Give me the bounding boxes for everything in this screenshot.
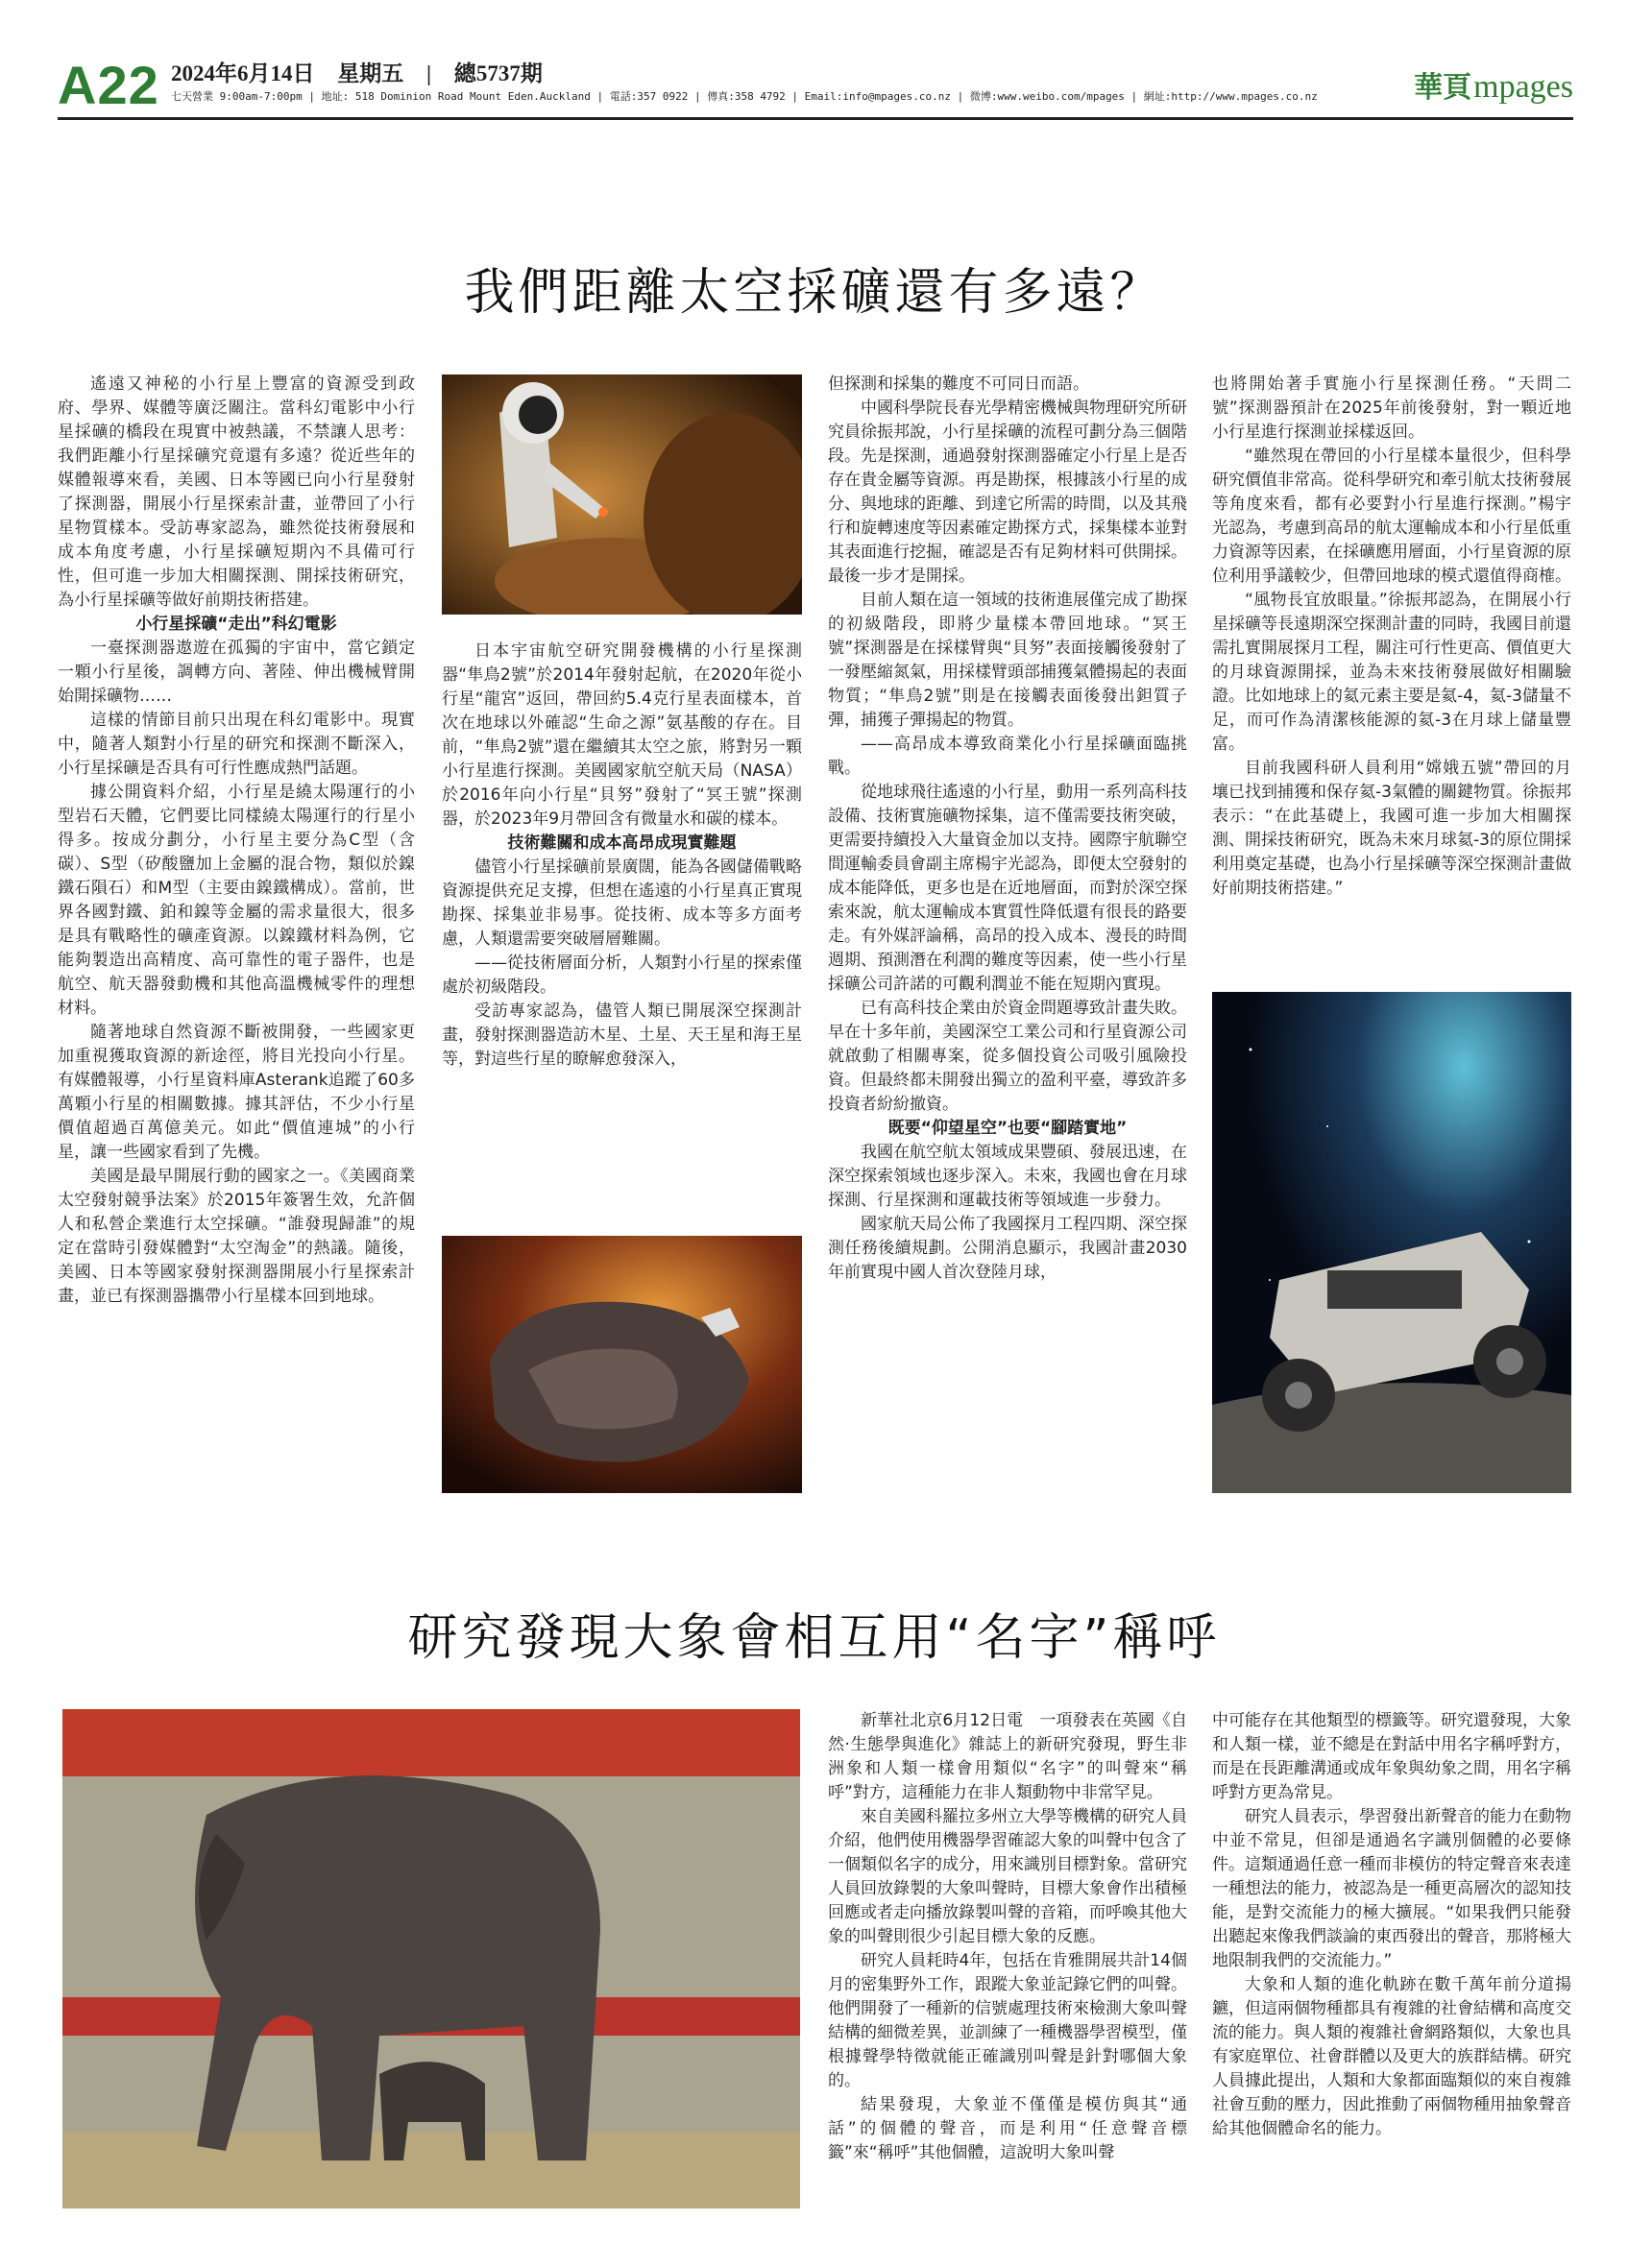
subheading: 小行星採礦“走出”科幻電影 (135, 615, 337, 634)
article1-title: 我們距離太空採礦還有多遠？ (464, 264, 1164, 322)
space-rover-photo (1212, 992, 1571, 1493)
elephant-photo (62, 1709, 800, 2208)
contact-info: 七天營業 9:00am-7:00pm | 地址: 518 Dominion Road Mount Eden.Auckland | 電話:357 0922 | 傳真:358 4792 | Email:info@mpages.co.nz | 微博:www.weibo.com/mpages | 網址:http://www.mpages.co.nz (171, 90, 1318, 103)
astronaut-photo (442, 374, 802, 615)
issue-weekday: 星期五 (337, 61, 404, 85)
article2-col4: 中可能存在其他類型的標籤等。研究還發現，大象和人類一樣，並不總是在對話中用名字稱呼對方，而是在長距離溝通或成年象與幼象之間，用名字稱呼對方更為常見。 研究人員表示，學習發出新聲音的能力在動物中並不常見，但卻是通過名字識別個體的必要條件。這類通過任意一種而非模仿的特定聲音來表達一種想法的能力，被認為是一種更高層次的認知技能，是對交流能力的極大擴展。“如果我們只能發出聽起來像我們談論的東西發出的聲音，那將極大地限制我們的交流能力。” 大象和人類的進化軌跡在數千萬年前分道揚鑣，但這兩個物種都具有複雜的社會結構和高度交流的能力。與人類的複雜社會網路類似，大象也具有家庭單位、社會群體以及更大的族群結構。研究人員據此提出，人類和大象都面臨類似的來自複雜社會互動的壓力，因此推動了兩個物種用抽象聲音給其他個體命名的能力。 (1212, 1711, 1571, 2138)
article1-col1: 遙遠又神秘的小行星上豐富的資源受到政府、學界、媒體等廣泛關注。當科幻電影中小行星採礦的橋段在現實中被熱議，不禁讓人思考：我們距離小行星採礦究竟還有多遠？從近些年的媒體報導來看，美國、日本等國已向小行星發射了探測器，開展小行星探索計畫，並帶回了小行星物質樣本。受訪專家認為，雖然從技術發展和成本角度考慮，小行星採礦短期內不具備可行性，但可進一步加大相關探測、開採技術研究，為小行星採礦等做好前期技術搭建。 小行星採礦“走出”科幻電影 一臺探測器遨遊在孤獨的宇宙中，當它鎖定一顆小行星後，調轉方向、著陸、伸出機械臂開始開採礦物…… 這樣的情節目前只出現在科幻電影中。現實中，隨著人類對小行星的研究和探測不斷深入，小行星採礦是否具有可行性應成熱門話題。 據公開資料介紹，小行星是繞太陽運行的小型岩石天體，它們要比同樣繞太陽運行的行星小得多。按成分劃分，小行星主要分為C型（含碳）、S型（矽酸鹽加上金屬的混合物，類似於鎳鐵石隕石）和M型（主要由鎳鐵構成）。當前，世界各國對鐵、鉑和鎳等金屬的需求量很大，很多是具有戰略性的礦產資源。以鎳鐵材料為例，它能夠製造出高精度、高可靠性的電子器件，也是航空、航天器發動機和其他高溫機械零件的理想材料。 隨著地球自然資源不斷被開發，一些國家更加重視獲取資源的新途徑，將目光投向小行星。有媒體報導，小行星資料庫Asterank追蹤了60多萬顆小行星的相關數據。據其評估，不少小行星價值超過百萬億美元。如此“價值連城”的小行星，讓一些國家看到了先機。 美國是最早開展行動的國家之一。《美國商業太空發射競爭法案》於2015年簽署生效，允許個人和私營企業進行太空採礦。“誰發現歸誰”的規定在當時引發媒體對“太空淘金”的熱議。隨後，美國、日本等國家發射探測器開展小行星探索計畫，並已有探測器攜帶小行星樣本回到地球。 (58, 374, 415, 1306)
subheading: 既要“仰望星空”也要“腳踏實地” (887, 1119, 1128, 1138)
article2-title: 研究發現大象會相互用“名字”稱呼 (407, 1609, 1221, 1667)
asteroid-photo (442, 1236, 802, 1493)
issue-line: 2024年6月14日 星期五 | 總5737期 (171, 61, 543, 85)
article1-col3: 但探測和採集的難度不可同日而語。 中國科學院長春光學精密機械與物理研究所研究員徐振邦說，小行星採礦的流程可劃分為三個階段。先是探測，通過發射探測器確定小行星上是否存在貴金屬等資源。再是勘探，根據該小行星的成分、與地球的距離、到達它所需的時間，以及其飛行和旋轉速度等因素確定勘探方式，採集樣本並對其表面進行挖掘，確認是否有足夠材料可供開採。最後一步才是開採。 目前人類在這一領域的技術進展僅完成了勘探的初級階段，即將少量樣本帶回地球。“冥王號”探測器是在採樣臂與“貝努”表面接觸後發射了一發壓縮氮氣，用採樣臂頭部捕獲氣體揚起的表面物質；“隼鳥2號”則是在接觸表面後發出鉭質子彈，捕獲子彈揚起的物質。 ——高昂成本導致商業化小行星採礦面臨挑戰。 從地球飛往遙遠的小行星，動用一系列高科技設備、技術實施礦物採集，這不僅需要技術突破，更需要持續投入大量資金加以支持。國際宇航聯空間運輸委員會副主席楊宇光認為，即便太空發射的成本能降低，更多也是在近地層面，而對於深空探索來說，航太運輸成本實質性降低還有很長的路要走。有外媒評論稱，高昂的投入成本、漫長的時間週期、預測潛在利潤的難度等因素，使一些小行星採礦公司許諾的可觀利潤並不能在短期內實現。 已有高科技企業由於資金問題導致計畫失敗。早在十多年前，美國深空工業公司和行星資源公司就啟動了相關專案，從多個投資公司吸引風險投資。但最終都未開發出獨立的盈利平臺，導致許多投資者紛紛撤資。 既要“仰望星空”也要“腳踏實地” 我國在航空航太領域成果豐碩、發展迅速，在深空探索領域也逐步深入。未來，我國也會在月球探測、行星探測和運載技術等領域進一步發力。 國家航天局公佈了我國探月工程四期、深空探測任務後續規劃。公開消息顯示，我國計畫2030年前實現中國人首次登陸月球， (828, 374, 1187, 1282)
logo-en: mpages (1473, 69, 1573, 105)
article1-col2: 日本宇宙航空研究開發機構的小行星探測器“隼鳥2號”於2014年發射起航，在2020年從小行星“龍宮”返回，帶回約5.4克行星表面樣本，首次在地球以外確認“生命之源”氨基酸的存在。目前，“隼鳥2號”還在繼續其太空之旅，將對另一顆小行星進行探測。美國國家航空航天局（NASA）於2016年向小行星“貝努”發射了“冥王號”探測器，於2023年9月帶回含有微量水和碳的樣本。 技術難關和成本高昂成現實難題 儘管小行星採礦前景廣闊，能為各國儲備戰略資源提供充足支撐，但想在遙遠的小行星真正實現勘探、採集並非易事。從技術、成本等多方面考慮，人類還需要突破層層難關。 ——從技術層面分析，人類對小行星的探索僅處於初級階段。 受訪專家認為，儘管人類已開展深空探測計畫，發射探測器造訪木星、土星、天王星和海王星等，對這些行星的瞭解愈發深入， (442, 641, 802, 1069)
issue-date: 2024年6月14日 (171, 61, 315, 85)
article1-col4: 也將開始著手實施小行星探測任務。“天問二號”探測器預計在2025年前後發射，對一顆近地小行星進行探測並採樣返回。 “雖然現在帶回的小行星樣本量很少，但科學研究價值非常高。從科學研究和牽引航太技術發展等角度來看，都有必要對小行星進行探測。”楊宇光認為，考慮到高昂的航太運輸成本和小行星低重力資源等因素，在採礦應用層面，小行星資源的原位利用爭議較少，但帶回地球的模式還值得商榷。 “風物長宜放眼量。”徐振邦認為，在開展小行星採礦等長遠期深空探測計畫的同時，我國目前還需扎實開展探月工程，關注可行性更高、價值更大的月球資源開採，並為未來技術發展做好相關驗證。比如地球上的氦元素主要是氦-4，氦-3儲量不足，而可作為清潔核能源的氦-3在月球上儲量豐富。 目前我國科研人員利用“嫦娥五號”帶回的月壤已找到捕獲和保存氦-3氣體的關鍵物質。徐振邦表示：“在此基礎上，我國可進一步加大相關探測、開採技術研究，既為未來月球氦-3的原位開採利用奠定基礎，也為小行星採礦等深空探測計畫做好前期技術搭建。” (1212, 374, 1571, 898)
article2-col3: 新華社北京6月12日電 一項發表在英國《自然·生態學與進化》雜誌上的新研究發現，野生非洲象和人類一樣會用類似“名字”的叫聲來“稱呼”對方，這種能力在非人類動物中非常罕見。 來自美國科羅拉多州立大學等機構的研究人員介紹，他們使用機器學習確認大象的叫聲中包含了一個類似名字的成分，用來識別目標對象。當研究人員回放錄製的大象叫聲時，目標大象會作出積極回應或者走向播放錄製叫聲的音箱，而呼喚其他大象的叫聲則很少引起目標大象的反應。 研究人員耗時4年，包括在肯雅開展共計14個月的密集野外工作，跟蹤大象並記錄它們的叫聲。他們開發了一種新的信號處理技術來檢測大象叫聲結構的細微差異，並訓練了一種機器學習模型，僅根據聲學特徵就能正確識別叫聲是針對哪個大象的。 結果發現，大象並不僅僅是模仿與其“通話”的個體的聲音，而是利用“任意聲音標籤”來“稱呼”其他個體，這說明大象叫聲 (828, 1711, 1187, 2162)
page-header (58, 50, 1573, 120)
logo-cn: 華頁 (1414, 71, 1472, 105)
subheading: 技術難關和成本高昂成現實難題 (507, 833, 737, 853)
issue-number: 總5737期 (453, 61, 543, 85)
mpages-logo (1414, 63, 1573, 106)
page-number: A22 (58, 55, 159, 115)
